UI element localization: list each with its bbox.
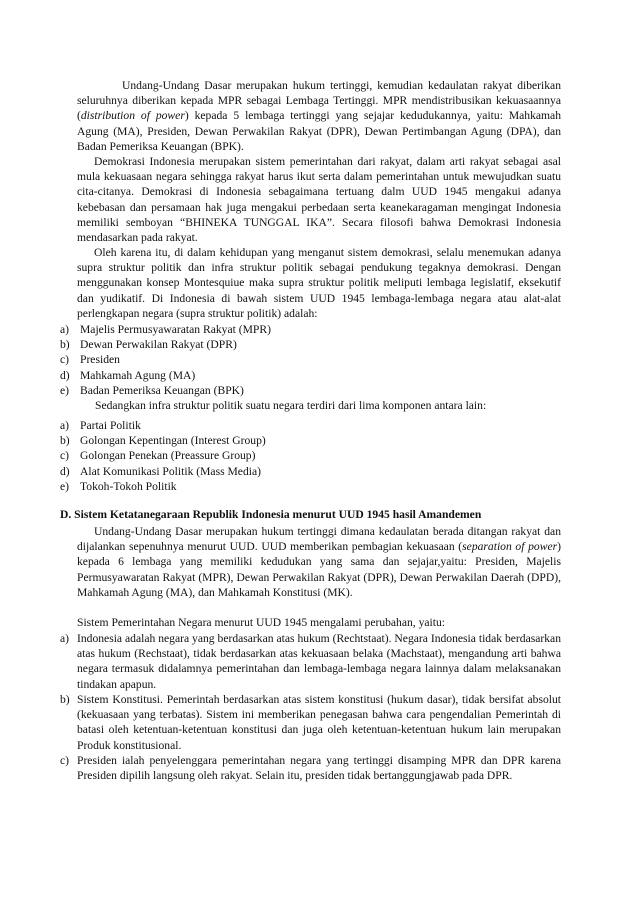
list-item: d) Mahkamah Agung (MA): [60, 368, 196, 382]
list-item: d) Alat Komunikasi Politik (Mass Media): [60, 464, 261, 478]
list-item: e) Tokoh-Tokoh Politik: [60, 479, 177, 493]
list-item: b) Sistem Konstitusi. Pemerintah berdasarkan atas sistem konstitusi (hukum dasar), tidak bersifat absolut (kekuasaan yang terbatas). Sistem ini memberikan penegasan bahwa cara pengendalian Pemerintah di batasi oleh ketentuan-ketentuan konstitusi dan juga oleh ketentuan-ketentuan hukum lain merupakan Produk konstitusional.: [60, 693, 561, 752]
list-item: c) Presiden: [60, 353, 120, 367]
p5-italic-term: separation of power: [462, 540, 558, 554]
list-item: b) Dewan Perwakilan Rakyat (DPR): [60, 338, 237, 352]
list-item: b) Golongan Kepentingan (Interest Group): [60, 434, 266, 448]
list-item: e) Badan Pemeriksa Keuangan (BPK): [60, 383, 244, 397]
list-item: c) Golongan Penekan (Preassure Group): [60, 449, 256, 463]
paragraph-amendment-system: [77, 524, 561, 600]
list-item: a) Partai Politik: [60, 419, 141, 432]
list-item: a) Indonesia adalah negara yang berdasarkan atas hukum (Rechtstaat). Negara Indonesia tidak berdasarkan atas hukum (Rechstaat), tidak berdasarkan atas kekuasaan belaka (Machstaat), mengandung arti bahwa negara termasuk didalamnya pemerintahan dan lembaga-lembaga negara lainnya dalam melaksanakan tindakan apapun.: [60, 632, 561, 691]
p1-italic-term: distribution of power: [80, 109, 185, 123]
supra-structure-list: [60, 322, 560, 398]
p1-text-before: Undang-Undang Dasar merupakan hukum tertinggi, kemudian kedaulatan rakyat diberikan seluruhnya diberikan kepada MPR sebagai Lembaga Tertinggi. MPR mendistribusikan kekuasaannya (: [77, 79, 561, 123]
p5-text-after: ) kepada 6 lembaga yang memiliki kedudukan yang sama dan sejajar,yaitu: Presiden, Majelis Permusyawaratan Rakyat (MPR), Dewan Perwakilan Rakyat (DPR), Dewan Perwakilan Daerah (DPD), Mahkamah Agung (MA), dan Mahkamah Konstitusi (MK).: [77, 540, 561, 599]
paragraph-changes-intro: Sistem Pemerintahan Negara menurut UUD 1945 mengalami perubahan, yaitu:: [77, 616, 445, 629]
section-heading: D. Sistem Ketatanegaraan Republik Indonesia menurut UUD 1945 hasil Amandemen: [60, 508, 482, 521]
list-item: c) Presiden ialah penyelenggara pemerintahan negara yang tertinggi disamping MPR dan DPR karena Presiden dipilih langsung oleh rakyat. Selain itu, presiden tidak bertanggungjawab pada DPR.: [60, 754, 561, 783]
p5-text-before: Undang-Undang Dasar merupakan hukum tertinggi dimana kedaulatan berada ditangan rakyat dan dijalankan sepenuhnya menurut UUD. UUD memberikan pembagian kekuasaan (: [77, 525, 561, 554]
paragraph-1996-system: [77, 78, 561, 154]
paragraph-infra-intro: Sedangkan infra struktur politik suatu negara terdiri dari lima komponen antara lain:: [95, 399, 487, 412]
paragraph-supra-infra: Oleh karena itu, di dalam kehidupan yang menganut sistem demokrasi, selalu menemukan adanya supra struktur politik dan infra struktur politik sebagai pendukung tegaknya demokrasi. Dengan menggunakan konsep Montesquiue maka supra struktur politik meliputi lembaga legislatif, eksekutif dan yudikatif. Di Indonesia di bawah sistem UUD 1945 lembaga-lembaga negara atau alat-alat perlengkapan negara (supra struktur politik) adalah:: [77, 246, 561, 320]
infra-structure-list: [60, 418, 560, 494]
paragraph-democracy: Demokrasi Indonesia merupakan sistem pemerintahan dari rakyat, dalam arti rakyat sebagai asal mula kekuasaan negara sehingga rakyat harus ikut serta dalam pemerintahan untuk mewujudkan suatu cita-citanya. Demokrasi di Indonesia sebagaimana tertuang dalm UUD 1945 mengakui adanya kebebasan dan persamaan hak juga mengakui perbedaan serta keanekaragaman mengingat Indonesia memiliki semboyan “BHINEKA TUNGGAL IKA”. Secara filosofi bahwa Demokrasi Indonesia mendasarkan pada rakyat.: [77, 155, 561, 245]
list-item: a) Majelis Permusyawaratan Rakyat (MPR): [60, 323, 271, 336]
p1-text-after: ) kepada 5 lembaga tertinggi yang sejajar kedudukannya, yaitu: Mahkamah Agung (MA), Presiden, Dewan Perwakilan Rakyat (DPR), Dewan Pertimbangan Agung (DPA), dan Badan Pemeriksa Keuangan (BPK).: [77, 109, 561, 153]
